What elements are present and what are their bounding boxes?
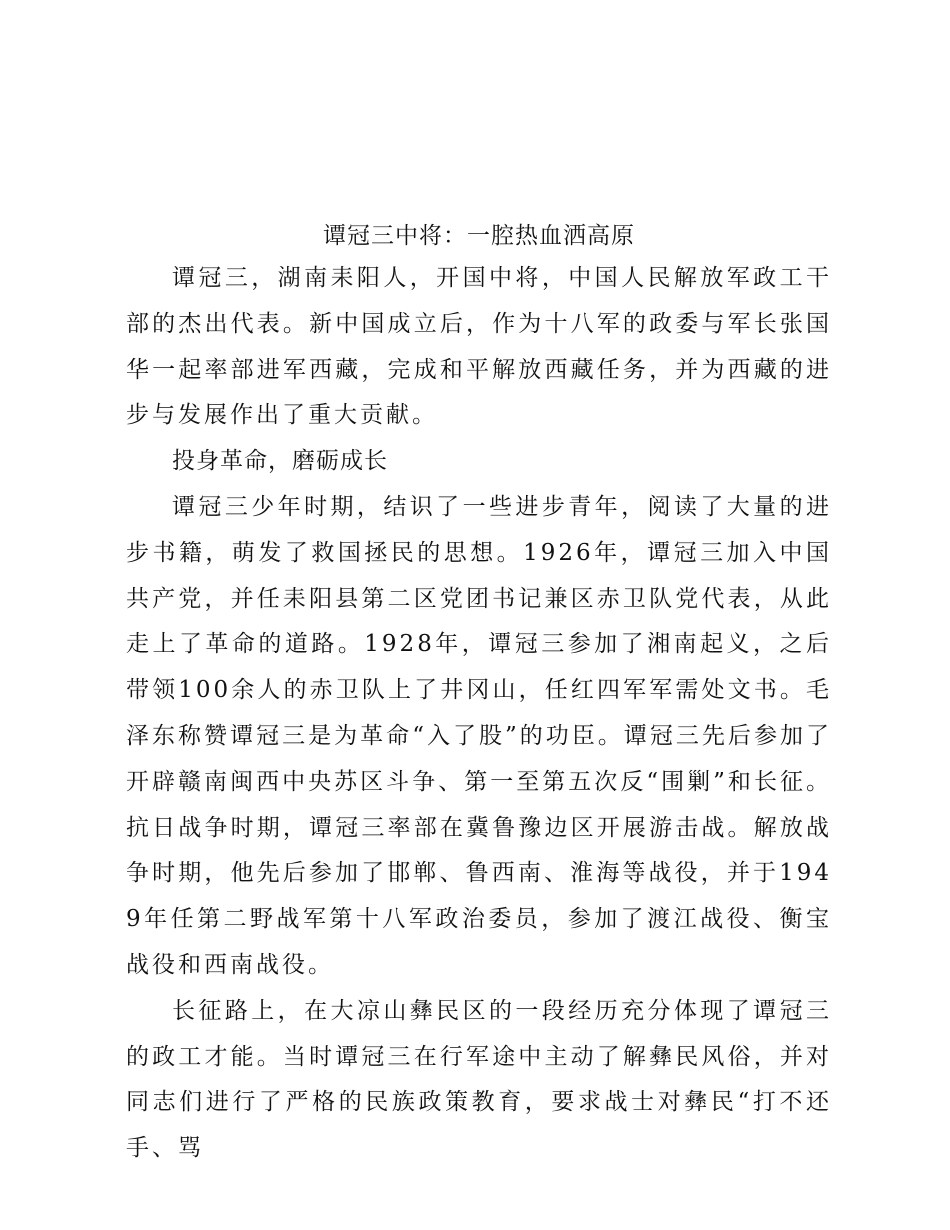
intro-paragraph: 谭冠三，湖南耒阳人，开国中将，中国人民解放军政工干部的杰出代表。新中国成立后，作为十八军的政委与军长张国华一起率部进军西藏，完成和平解放西藏任务，并为西藏的进步与发展作出了重大贡献。 — [126, 265, 832, 429]
section-heading: 投身革命，磨砺成长 — [172, 448, 388, 475]
document-title: 谭冠三中将：一腔热血洒高原 — [323, 223, 635, 249]
body-paragraph-1: 谭冠三少年时期，结识了一些进步青年，阅读了大量的进步书籍，萌发了救国拯民的思想。1926年，谭冠三加入中国共产党，并任耒阳县第二区党团书记兼区赤卫队党代表，从此走上了革命的道路。1928年，谭冠三参加了湘南起义，之后带领100余人的赤卫队上了井冈山，任红四军军需处文书。毛泽东称赞谭冠三是为革命“入了股”的功臣。谭冠三先后参加了开辟赣南闽西中央苏区斗争、第一至第五次反“围剿”和长征。抗日战争时期，谭冠三率部在冀鲁豫边区开展游击战。解放战争时期，他先后参加了邯郸、鲁西南、淮海等战役，并于1949年任第二野战军第十八军政治委员，参加了渡江战役、衡宝战役和西南战役。 — [126, 493, 832, 978]
body-paragraph-2: 长征路上，在大凉山彝民区的一段经历充分体现了谭冠三的政工才能。当时谭冠三在行军途中主动了解彝民风俗，并对同志们进行了严格的民族政策教育，要求战士对彝民“打不还手、骂 — [126, 997, 832, 1162]
document-body — [126, 216, 832, 1172]
